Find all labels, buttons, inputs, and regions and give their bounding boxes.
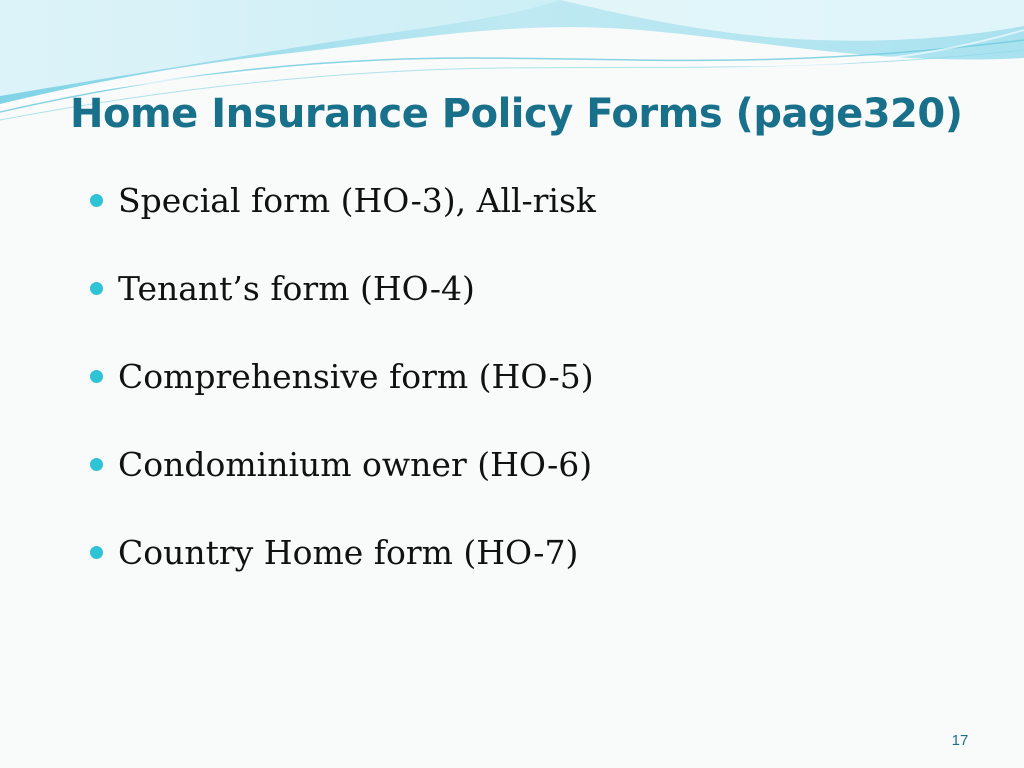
slide-number: 17 xyxy=(951,732,969,749)
list-item-text: Comprehensive form (HO-5) xyxy=(118,357,594,396)
list-item-text: Tenant’s form (HO-4) xyxy=(118,269,475,308)
bullet-dot-icon xyxy=(90,546,103,559)
slide-title: Home Insurance Policy Forms (page320) xyxy=(70,91,963,137)
list-item xyxy=(88,172,596,260)
list-item-text: Country Home form (HO-7) xyxy=(118,533,579,572)
list-item-text: Condominium owner (HO-6) xyxy=(118,445,593,484)
bullet-dot-icon xyxy=(90,194,103,207)
bullet-dot-icon xyxy=(90,458,103,471)
list-item xyxy=(88,260,596,348)
bullet-dot-icon xyxy=(90,370,103,383)
bullet-dot-icon xyxy=(90,282,103,295)
list-item xyxy=(88,436,596,524)
list-item xyxy=(88,524,596,612)
bullet-list xyxy=(88,172,596,612)
list-item-text: Special form (HO-3), All-risk xyxy=(118,181,596,220)
list-item xyxy=(88,348,596,436)
